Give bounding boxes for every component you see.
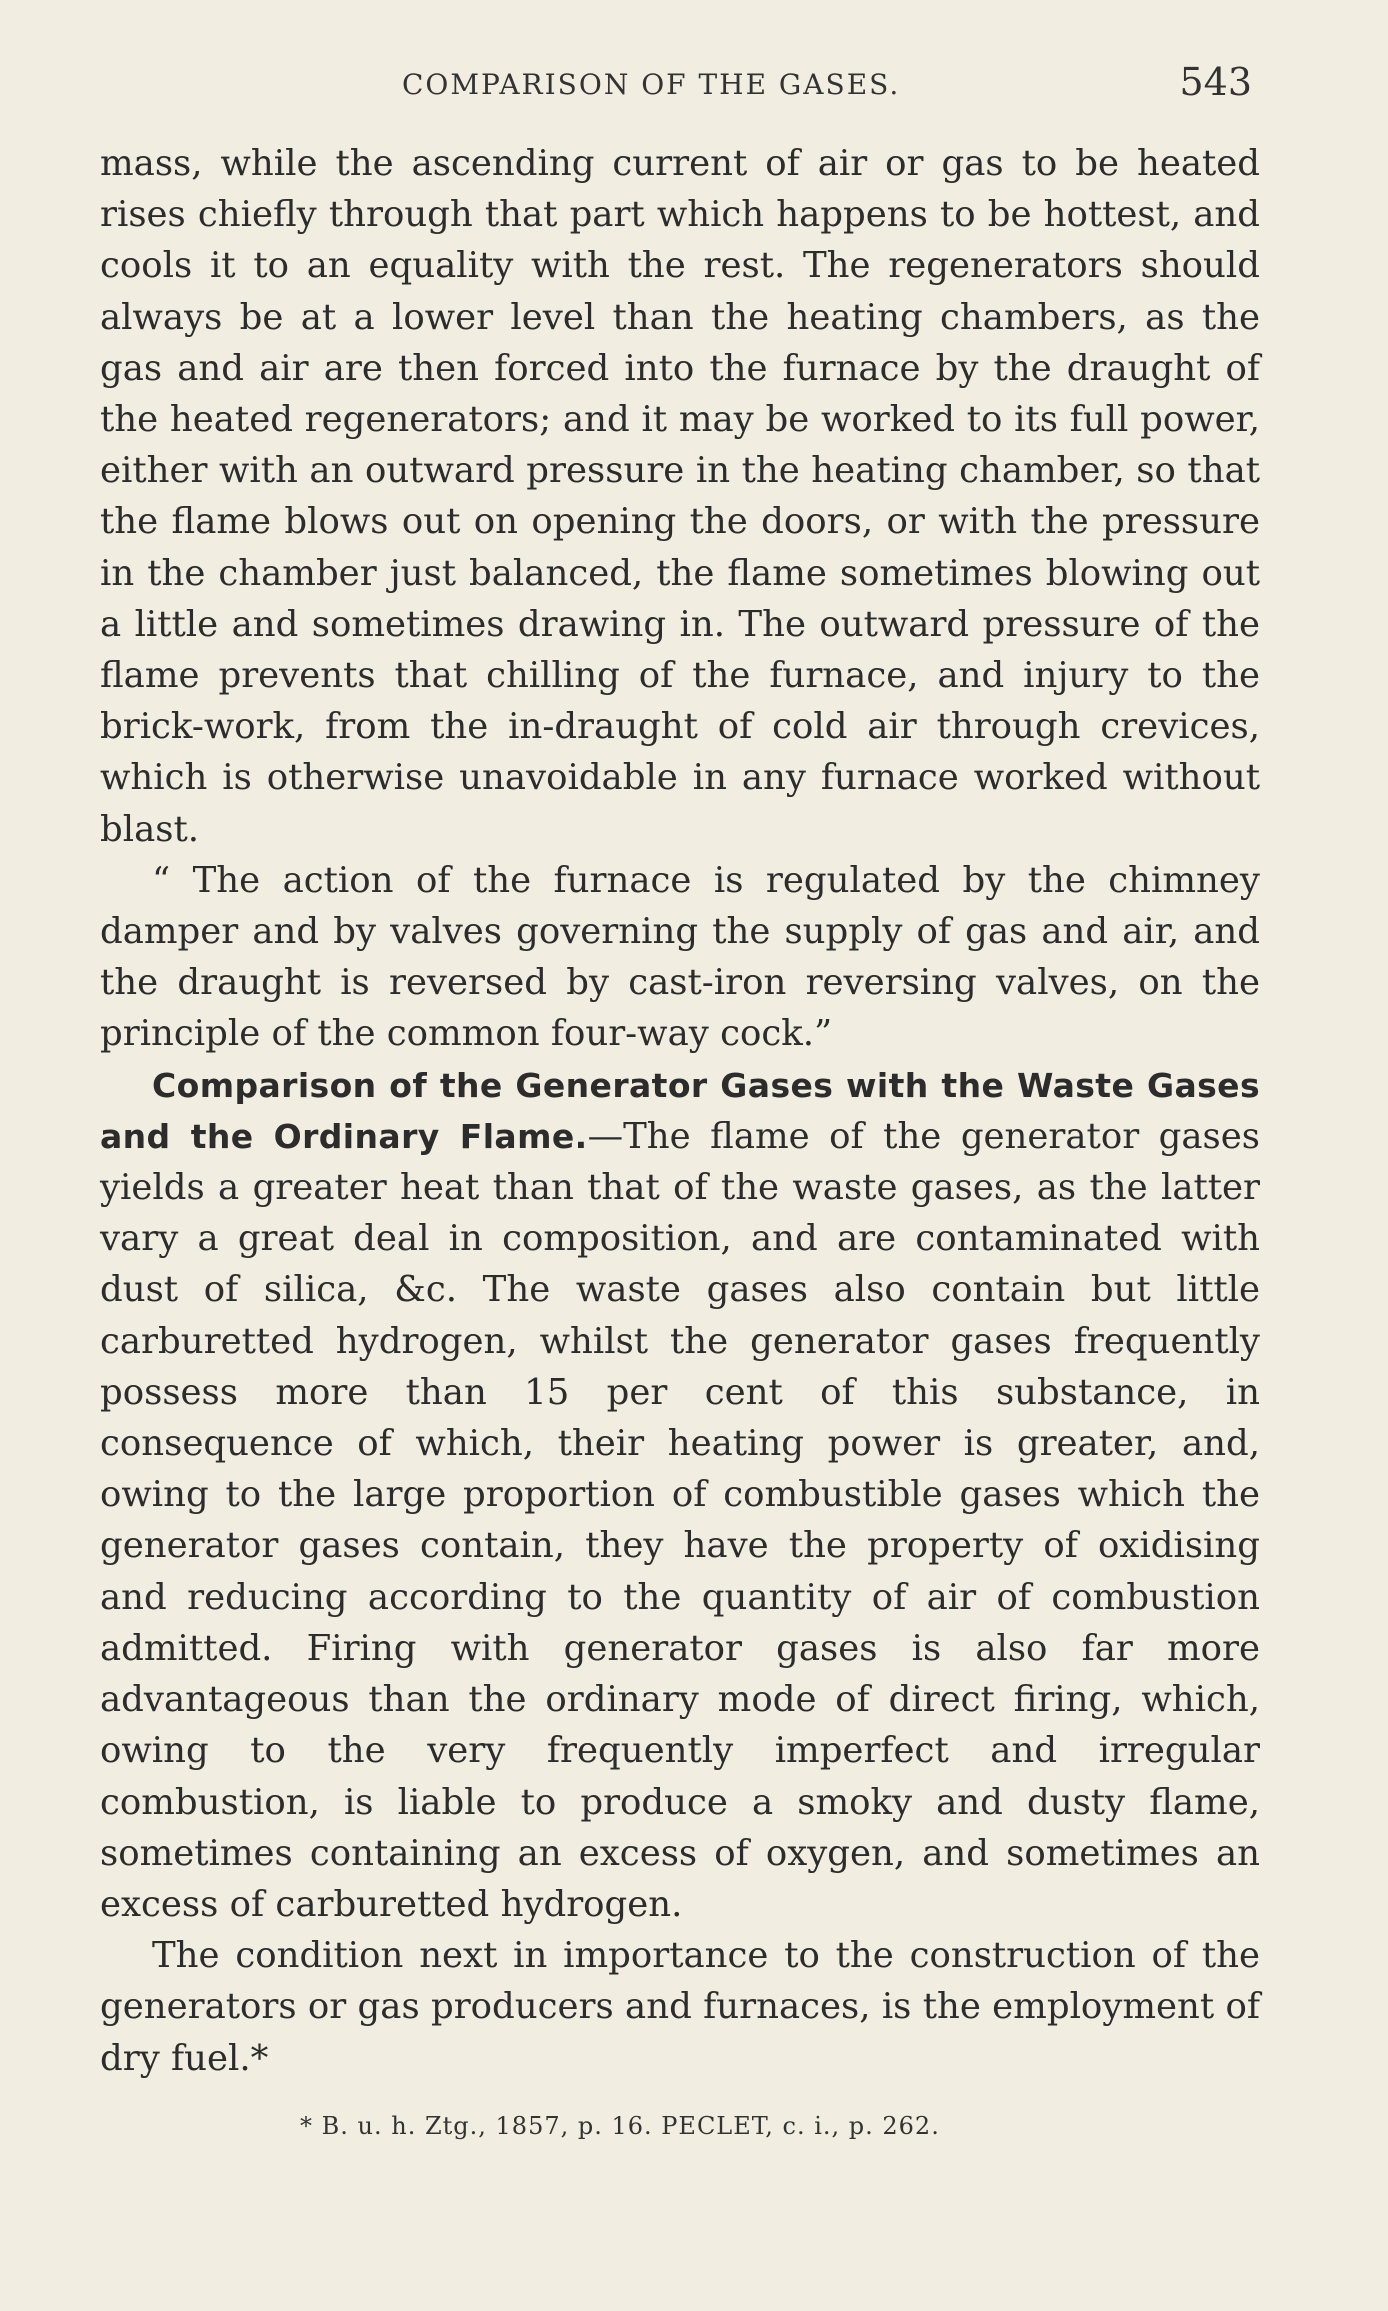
- body-text: [100, 138, 1260, 2084]
- running-head: COMPARISON OF THE GASES.: [402, 68, 901, 101]
- paragraph-furnace-action: “ The action of the furnace is regulated by the chimney damper and by valves governing the supply of gas and air, and the draught is reversed by cast-iron reversing valves, on the principle of the common four-way cock.”: [100, 859, 1260, 1055]
- paragraph-regenerators: mass, while the ascending current of air or gas to be heated rises chiefly through that part which happens to be hottest, and cools it to an equality with the rest. The regenerators should always be at a lower level than the heating chambers, as the gas and air are then forced into the furnace by the draught of the heated regenerators; and it may be worked to its full power, either with an outward pressure in the heating chamber, so that the flame blows out on opening the doors, or with the pressure in the chamber just balanced, the flame sometimes blowing out a little and sometimes drawing in. The outward pressure of the flame prevents that chilling of the furnace, and injury to the brick-work, from the in-draught of cold air through crevices, which is otherwise unavoidable in any furnace worked without blast.: [100, 143, 1260, 850]
- paragraph-comparison: [100, 1060, 1260, 1930]
- section-heading: Comparison of the Generator Gases with the Waste Gases and the Ordinary Flame.: [100, 1065, 1260, 1156]
- paragraph-dry-fuel: The condition next in importance to the construction of the generators or gas producers and furnaces, is the employment of dry fuel.*: [100, 1935, 1260, 2079]
- page-header: [402, 58, 1262, 108]
- footnote: * B. u. h. Ztg., 1857, p. 16. PECLET, c. i., p. 262.: [300, 2112, 940, 2140]
- paragraph-comparison-text: —The flame of the generator gases yields a greater heat than that of the waste gases, as the latter vary a great deal in composition, and are contaminated with dust of silica, &c. The waste gases also contain but little carburetted hydrogen, whilst the generator gases frequently possess more than 15 per cent of this substance, in consequence of which, their heating power is greater, and, owing to the large proportion of combustible gases which the generator gases contain, they have the property of oxidising and reducing according to the quantity of air of combustion admitted. Firing with generator gases is also far more advantageous than the ordinary mode of direct firing, which, owing to the very frequently imperfect and irregular combustion, is liable to produce a smoky and dusty flame, sometimes containing an excess of oxygen, and sometimes an excess of carburetted hydrogen.: [100, 1115, 1260, 1925]
- page-number: 543: [1179, 60, 1252, 104]
